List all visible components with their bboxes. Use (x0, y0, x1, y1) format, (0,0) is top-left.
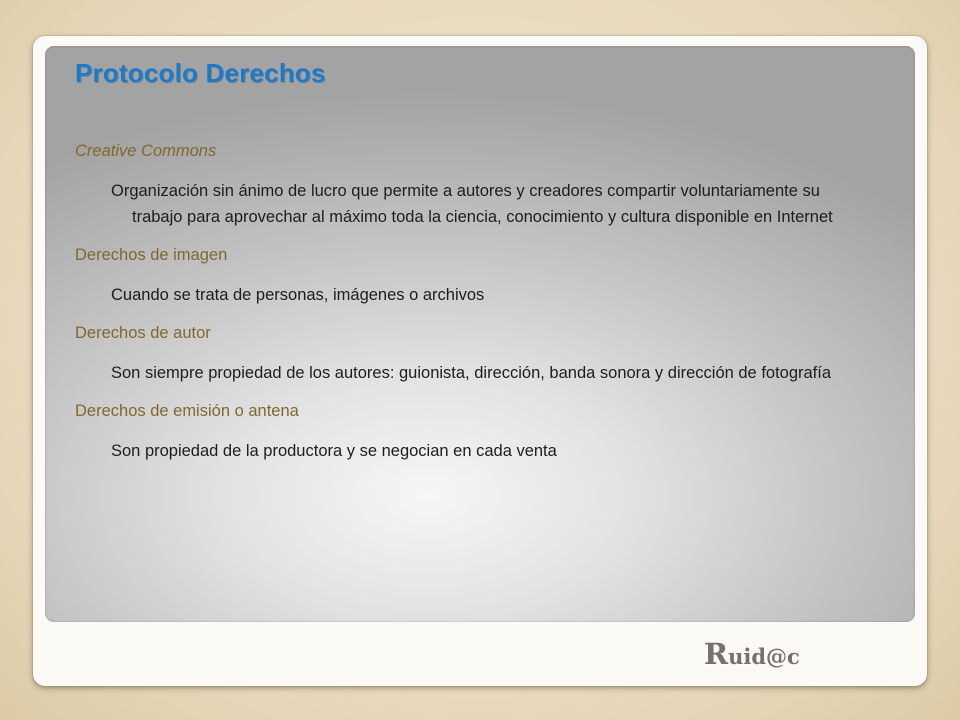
section-heading-derechos-imagen: Derechos de imagen (75, 246, 228, 264)
section-text-derechos-autor: Son siempre propiedad de los autores: guionista, dirección, banda sonora y dirección de fotografía (111, 364, 832, 382)
section-heading-derechos-emision: Derechos de emisión o antena (75, 402, 299, 420)
logo-rest: uid@c (728, 644, 800, 669)
section-heading-derechos-autor: Derechos de autor (75, 324, 211, 342)
section-heading-creative-commons: Creative Commons (75, 142, 217, 160)
page-title: Protocolo Derechos (75, 58, 326, 88)
section-text-creative-commons: Organización sin ánimo de lucro que permite a autores y creadores compartir voluntariamente su trabajo para aprovechar al máximo toda la ciencia, conocimiento y cultura disponible en Internet (111, 182, 833, 226)
slide-content (75, 138, 865, 464)
section-text-derechos-emision: Son propiedad de la productora y se negocian en cada venta (111, 442, 557, 460)
ruidac-logo (704, 637, 800, 671)
logo-initial: R (704, 637, 729, 671)
section-text-derechos-imagen: Cuando se trata de personas, imágenes o archivos (111, 286, 485, 304)
